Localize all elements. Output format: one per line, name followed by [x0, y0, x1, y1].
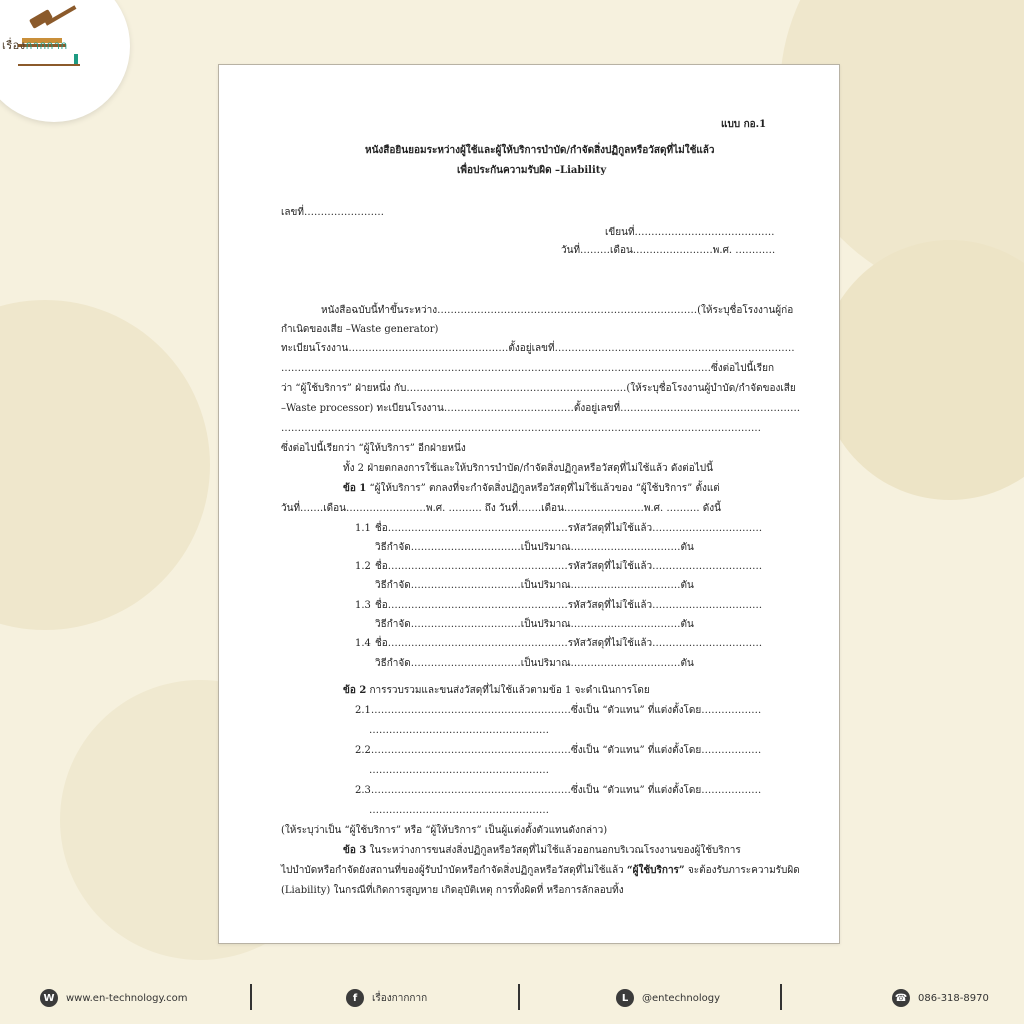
clause3-text: ในระหว่างการขนส่งสิ่งปฏิกูลหรือวัสดุที่ไม่ใช้แล้วออกนอกบริเวณโรงงานของผู้ใช้บริการ	[369, 845, 741, 856]
bg-circle-right	[820, 240, 1024, 500]
footer-facebook[interactable]	[346, 988, 427, 1008]
rep-line1: 2.2……………………………………………………ซึ่งเป็น “ตัวแทน” ที่แต่งตั้งโดย………………	[355, 745, 762, 756]
item-name-line: ชื่อ………………………………………………รหัสวัสดุที่ไม่ใช้แล้ว……………………………	[375, 638, 763, 649]
clause3-line3: (Liability) ในกรณีที่เกิดการสูญหาย เกิดอุบัติเหตุ การทิ้งผิดที่ หรือการลักลอบทิ้ง	[281, 885, 624, 896]
item-name-line: ชื่อ………………………………………………รหัสวัสดุที่ไม่ใช้แล้ว……………………………	[375, 523, 763, 534]
doc-title-line2: เพื่อประกันความรับผิด –Liability	[457, 165, 607, 176]
para1-line8: ซึ่งต่อไปนี้เรียกว่า “ผู้ให้บริการ” อีกฝ่ายหนึ่ง	[281, 443, 466, 454]
item-number: 1.2	[355, 561, 371, 572]
rep-line2: ………………………………………………	[369, 765, 549, 776]
item-number: 1.4	[355, 638, 371, 649]
para1-line2: กำเนิดของเสีย –Waste generator)	[281, 324, 439, 335]
footer-website[interactable]	[40, 988, 188, 1008]
footer-divider	[250, 984, 252, 1010]
doc-title-line1: หนังสือยินยอมระหว่างผู้ใช้และผู้ให้บริการบำบัด/กำจัดสิ่งปฏิกูลหรือวัสดุที่ไม่ใช้แล้ว	[365, 145, 715, 156]
facebook-icon: f	[346, 989, 364, 1007]
phone-icon: ☎	[892, 989, 910, 1007]
footer-bar	[0, 962, 1024, 1024]
item-name-line: ชื่อ………………………………………………รหัสวัสดุที่ไม่ใช้แล้ว……………………………	[375, 600, 763, 611]
gavel-icon	[0, 0, 130, 122]
item-method-line: วิธีกำจัด……………………………เป็นปริมาณ……………………………ตัน	[375, 542, 694, 553]
para1-line6: –Waste processor) ทะเบียนโรงงาน…………………………………ตั้งอยู่เลขที่………………………………………………	[281, 403, 801, 414]
clause2-heading: ข้อ 2	[343, 685, 367, 696]
clause2-line1	[343, 685, 650, 697]
wordpress-icon: W	[40, 989, 58, 1007]
form-code: แบบ กอ.1	[721, 119, 767, 130]
website-link[interactable]: www.en-technology.com	[66, 992, 188, 1004]
line-chat-icon: L	[616, 989, 634, 1007]
item-method-line: วิธีกำจัด……………………………เป็นปริมาณ……………………………ตัน	[375, 658, 694, 669]
rep-line2: ………………………………………………	[369, 725, 549, 736]
para1-line1: หนังสือฉบับนี้ทำขึ้นระหว่าง……………………………………………………………………(ให้ระบุชื่อโรงงานผู้ก่อ	[321, 305, 794, 316]
footer-phone[interactable]	[892, 988, 989, 1008]
clause3-text-b: “ผู้ใช้บริการ”	[626, 865, 685, 876]
clause3-text-c: จะต้องรับภาระความรับผิด	[687, 865, 800, 876]
para1-line7: ………………………………………………………………………………………………………………………………	[281, 423, 761, 434]
clause1-text: “ผู้ให้บริการ” ตกลงที่จะกำจัดสิ่งปฏิกูลหรือวัสดุที่ไม่ใช้แล้วของ “ผู้ใช้บริการ” ตั้งแต่	[369, 483, 720, 494]
logo-badge	[0, 0, 130, 122]
bg-circle-left	[0, 300, 210, 630]
written-at: เขียนที่……………………………………	[605, 227, 775, 238]
rep-line2: ………………………………………………	[369, 805, 549, 816]
footer-divider	[518, 984, 520, 1010]
logo-text: เรื่องกากกาก	[2, 39, 68, 52]
para1-line3: ทะเบียนโรงงาน…………………………………………ตั้งอยู่เลขที่………………………………………………………………	[281, 343, 795, 354]
footer-divider	[780, 984, 782, 1010]
clause1-heading: ข้อ 1	[343, 483, 367, 494]
agreement-line: ทั้ง 2 ฝ่ายตกลงการใช้และให้บริการบำบัด/กำจัดสิ่งปฏิกูลหรือวัสดุที่ไม่ใช้แล้ว ดังต่อไปนี้	[343, 463, 713, 474]
clause3-line2	[281, 865, 800, 877]
clause2-text: การรวบรวมและขนส่งวัสดุที่ไม่ใช้แล้วตามข้อ 1 จะดำเนินการโดย	[369, 685, 650, 696]
para1-line4: …………………………………………………………………………………………………………………ซึ่งต่อไปนี้เรียก	[281, 363, 775, 374]
item-number: 1.1	[355, 523, 371, 534]
doc-number: เลขที่……………………	[281, 207, 384, 218]
date-line: วันที่………เดือน……………………พ.ศ. …………	[561, 245, 776, 256]
rep-line1: 2.3……………………………………………………ซึ่งเป็น “ตัวแทน” ที่แต่งตั้งโดย………………	[355, 785, 762, 796]
facebook-link[interactable]: เรื่องกากกาก	[372, 992, 428, 1004]
clause2-note: (ให้ระบุว่าเป็น “ผู้ใช้บริการ” หรือ “ผู้ให้บริการ” เป็นผู้แต่งตั้งตัวแทนดังกล่าว)	[281, 825, 608, 836]
line-link[interactable]: @entechnology	[642, 992, 721, 1004]
document-page	[218, 64, 840, 944]
item-name-line: ชื่อ………………………………………………รหัสวัสดุที่ไม่ใช้แล้ว……………………………	[375, 561, 763, 572]
clause3-text-a: ไปบำบัดหรือกำจัดยังสถานที่ของผู้รับบำบัดหรือกำจัดสิ่งปฏิกูลหรือวัสดุที่ไม่ใช้แล้ว	[281, 865, 624, 876]
clause1-line2: วันที่…….เดือน……………………พ.ศ. ………. ถึง วันที่…….เดือน……………………พ.ศ. ………. ดังนี้	[281, 503, 721, 514]
item-method-line: วิธีกำจัด……………………………เป็นปริมาณ……………………………ตัน	[375, 619, 694, 630]
para1-line5: ว่า “ผู้ใช้บริการ” ฝ่ายหนึ่ง กับ…………………………………………………………(ให้ระบุชื่อโรงงานผู้บำบัด/กำจัดของเสีย	[281, 383, 796, 394]
rep-line1: 2.1……………………………………………………ซึ่งเป็น “ตัวแทน” ที่แต่งตั้งโดย………………	[355, 705, 762, 716]
clause1-line1	[343, 483, 720, 495]
clause3-heading: ข้อ 3	[343, 845, 367, 856]
phone-number[interactable]: 086-318-8970	[918, 992, 989, 1004]
item-number: 1.3	[355, 600, 371, 611]
footer-line[interactable]	[616, 988, 720, 1008]
clause3-line1	[343, 845, 741, 857]
item-method-line: วิธีกำจัด……………………………เป็นปริมาณ……………………………ตัน	[375, 580, 694, 591]
